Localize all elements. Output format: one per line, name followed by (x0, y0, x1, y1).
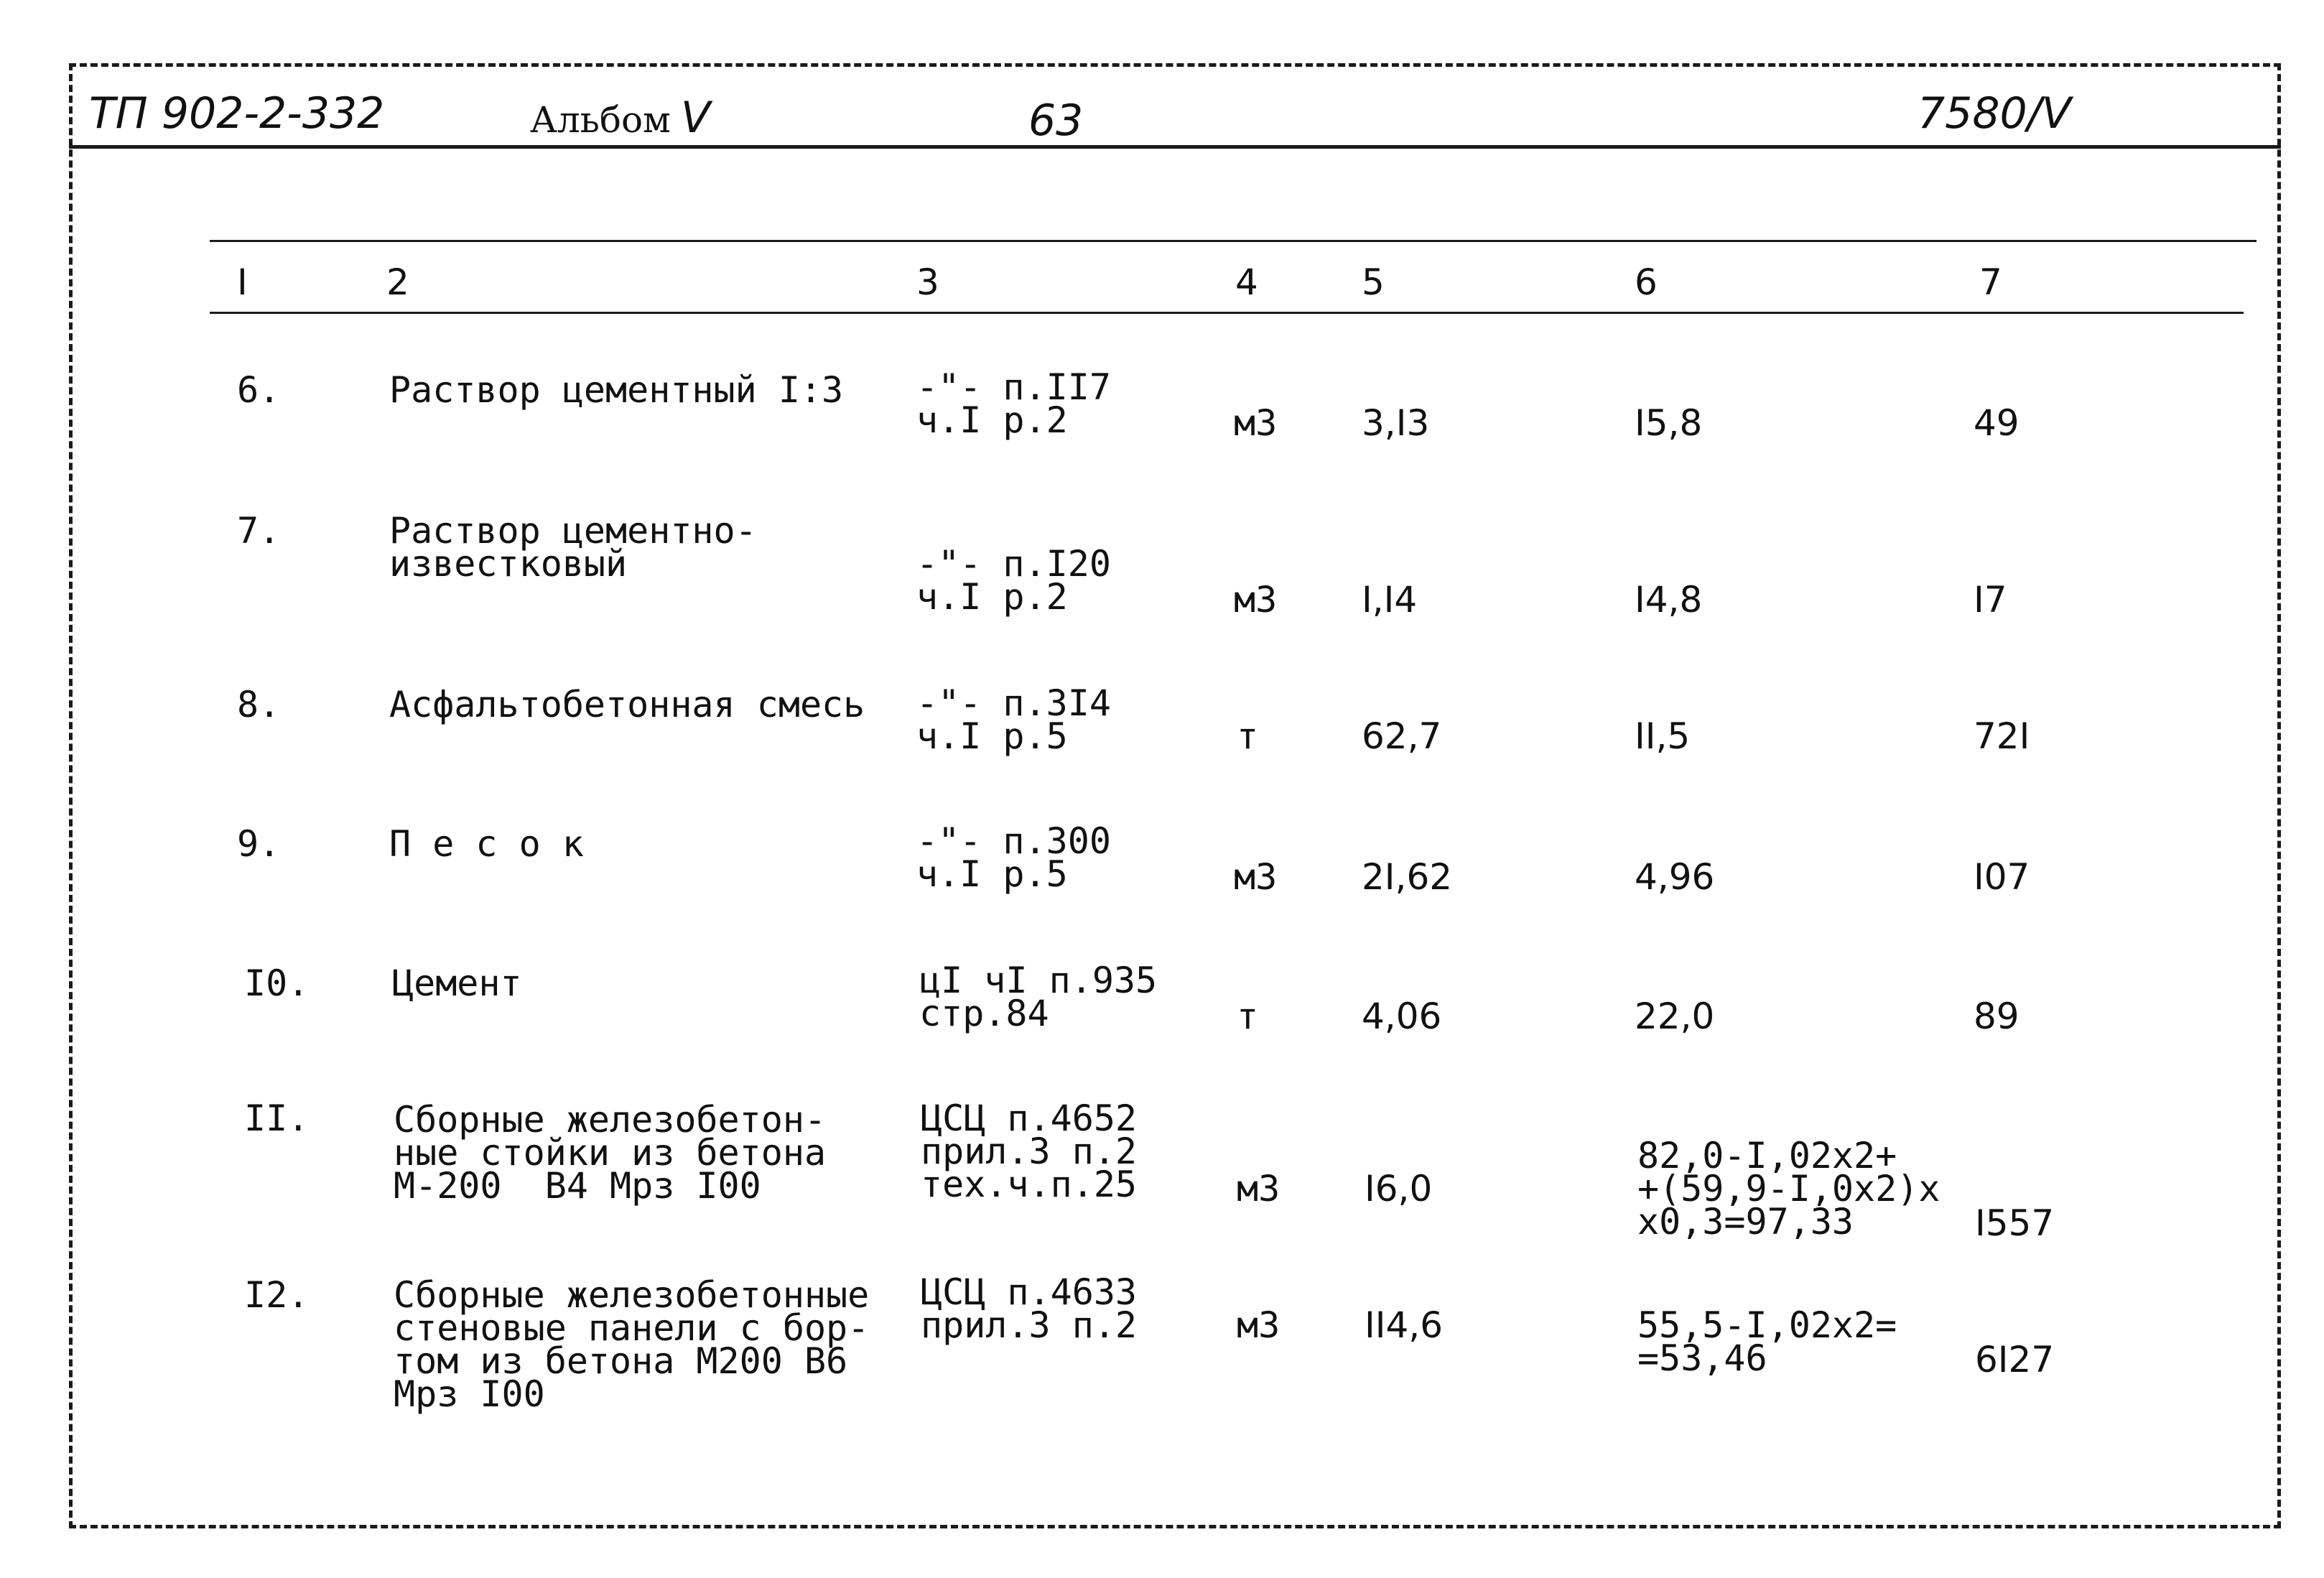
unit: м3 (1237, 1304, 1280, 1346)
col-header-4: 4 (1235, 261, 1258, 303)
row-number: 9. (237, 823, 281, 865)
quantity: 4,06 (1362, 995, 1442, 1037)
price-reference: -"- п.II7 ч.I р.2 (916, 366, 1111, 441)
unit-price: 55,5-I,02х2= =53,46 (1637, 1304, 1897, 1379)
unit-price: 22,0 (1635, 995, 1715, 1037)
header-divider (69, 145, 2281, 149)
unit: т (1237, 715, 1259, 757)
material-name: Цемент (392, 962, 522, 1004)
row-number: 8. (237, 684, 281, 725)
price-reference: ЦСЦ п.4633 прил.3 п.2 (921, 1271, 1138, 1346)
inventory-number: 7580/V (1918, 88, 2071, 139)
quantity: I,I4 (1362, 579, 1418, 621)
unit: м3 (1237, 1168, 1280, 1210)
row-number: I0. (244, 962, 310, 1004)
unit: м3 (1234, 402, 1278, 444)
unit: м3 (1234, 856, 1278, 898)
row-number: II. (244, 1097, 310, 1139)
table-top-rule (210, 240, 2256, 242)
row-number: 6. (237, 369, 281, 411)
price-reference: -"- п.I20 ч.I р.2 (916, 543, 1111, 618)
total-cost: 72I (1974, 715, 2030, 757)
quantity: 62,7 (1362, 715, 1442, 757)
album-label (530, 93, 710, 143)
quantity: 2I,62 (1362, 856, 1453, 898)
unit-price: I4,8 (1635, 579, 1703, 621)
total-cost: I557 (1975, 1202, 2055, 1244)
unit-price: II,5 (1635, 715, 1691, 757)
material-name: Сборные железобетонные стеновые панели с бор- том из бетона М200 В6 Мрз I00 (394, 1274, 870, 1415)
quantity: I6,0 (1365, 1168, 1433, 1210)
col-header-1: I (237, 261, 248, 303)
unit-price: 82,0-I,02х2+ +(59,9-I,0х2)х х0,3=97,33 (1637, 1135, 1940, 1243)
unit-price: 4,96 (1635, 856, 1715, 898)
table-header-rule (210, 312, 2244, 314)
doc-code: ТП 902-2-332 (89, 88, 385, 139)
total-cost: 49 (1974, 402, 2019, 444)
price-reference: -"- п.3I4 ч.I р.5 (916, 682, 1111, 757)
col-header-2: 2 (386, 261, 409, 303)
unit: т (1237, 995, 1259, 1037)
col-header-5: 5 (1362, 261, 1385, 303)
total-cost: 6I27 (1975, 1339, 2055, 1380)
col-header-7: 7 (1979, 261, 2002, 303)
material-name: Раствор цементный I:3 (389, 369, 844, 411)
price-reference: ЦСЦ п.4652 прил.3 п.2 тех.ч.п.25 (921, 1097, 1138, 1205)
total-cost: I07 (1974, 856, 2030, 898)
material-name: Асфальтобетонная смесь (389, 684, 865, 725)
page-number: 63 (1028, 96, 1084, 146)
quantity: II4,6 (1365, 1304, 1444, 1346)
row-number: I2. (244, 1274, 310, 1316)
col-header-6: 6 (1635, 261, 1658, 303)
album-word: Альбом (530, 99, 671, 141)
col-header-3: 3 (916, 261, 939, 303)
price-reference: -"- п.300 ч.I р.5 (916, 820, 1111, 895)
price-reference: цI чI п.935 стр.84 (919, 960, 1158, 1034)
total-cost: 89 (1974, 995, 2019, 1037)
unit: м3 (1234, 579, 1278, 621)
album-volume: V (680, 93, 710, 143)
material-name: Сборные железобетон- ные стойки из бетона М-200 В4 Мрз I00 (394, 1099, 827, 1207)
row-number: 7. (237, 510, 281, 552)
material-name: П е с о к (389, 823, 584, 865)
unit-price: I5,8 (1635, 402, 1703, 444)
quantity: 3,I3 (1362, 402, 1430, 444)
total-cost: I7 (1974, 579, 2007, 621)
material-name: Раствор цементно- известковый (389, 510, 757, 585)
